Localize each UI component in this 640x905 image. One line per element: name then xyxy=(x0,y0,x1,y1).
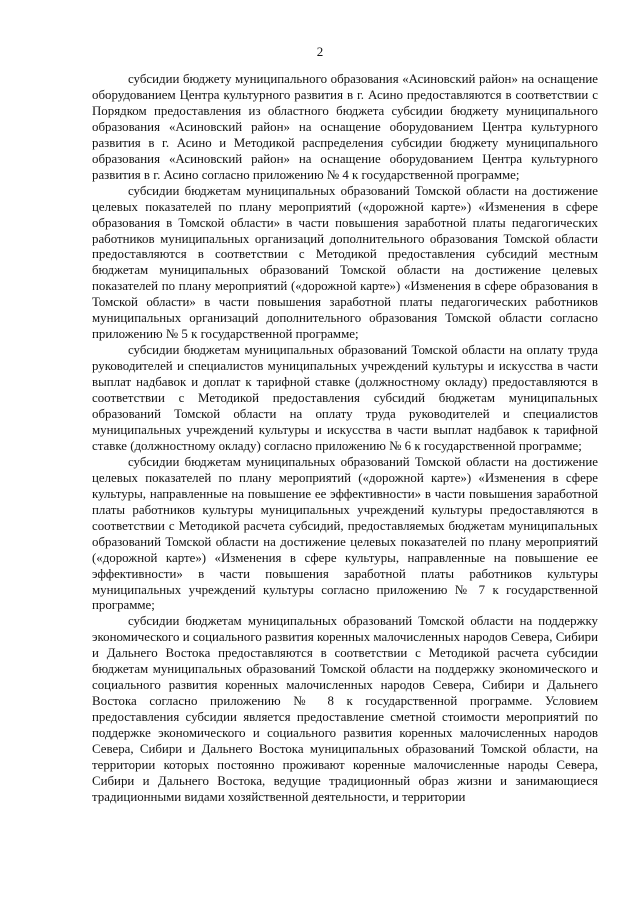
paragraph-culture-labor-subsidy: субсидии бюджетам муниципальных образований Томской области на оплату труда руководителей и специалистов муниципальных учреждений культуры и искусства в части выплат надбавок и доплат к тарифной ставке (должностному окладу) предоставляются в соответствии с Методикой предоставления субсидий бюджетам муниципальных образований Томской области на оплату труда руководителей и специалистов муниципальных учреждений культуры и искусства в части выплат надбавок к тарифной ставке (должностному окладу) согласно приложению № 6 к государственной программе; xyxy=(92,343,598,453)
paragraph-culture-salary-subsidy: субсидии бюджетам муниципальных образований Томской области на достижение целевых показателей по плану мероприятий («дорожной карте») «Изменения в сфере культуры, направленные на повышение ее эффективности» в части повышения заработной платы работников культуры муниципальных учреждений культуры предоставляются в соответствии с Методикой расчета субсидий, предоставляемых бюджетам муниципальных образований Томской области на достижение целевых показателей по плану мероприятий («дорожной карте») «Изменения в сфере культуры, направленные на повышение ее эффективности» в части повышения заработной платы работников культуры муниципальных учреждений культуры согласно приложению № 7 к государственной программе; xyxy=(92,454,598,613)
paragraph-asino-subsidy: субсидии бюджету муниципального образования «Асиновский район» на оснащение оборудованием Центра культурного развития в г. Асино предоставляются в соответствии с Порядком предоставления из областного бюджета субсидии бюджету муниципального образования «Асиновский район» на оснащение оборудованием Центра культурного развития в г. Асино и Методикой распределения субсидии бюджету муниципального образования «Асиновский район» на оснащение оборудованием Центра культурного развития в г. Асино согласно приложению № 4 к государственной программе; xyxy=(92,72,598,182)
paragraph-education-salary-subsidy: субсидии бюджетам муниципальных образований Томской области на достижение целевых показателей по плану мероприятий («дорожной карте») «Изменения в сфере образования в Томской области» в части повышения заработной платы педагогических работников муниципальных организаций дополнительного образования Томской области предоставляются в соответствии с Методикой предоставления субсидий местным бюджетам муниципальных образований Томской области на достижение целевых показателей по плану мероприятий («дорожной карте») «Изменения в сфере образования в Томской области» в части повышения заработной платы педагогических работников муниципальных организаций дополнительного образования Томской области согласно приложению № 5 к государственной программе; xyxy=(92,183,598,342)
paragraph-indigenous-peoples-subsidy: субсидии бюджетам муниципальных образований Томской области на поддержку экономического и социального развития коренных малочисленных народов Севера, Сибири и Дальнего Востока предоставляются в соответствии с Методикой расчета субсидии бюджетам муниципальных образований Томской области на поддержку экономического и социального развития коренных малочисленных народов Севера, Сибири и Дальнего Востока согласно приложению № 8 к государственной программе. Условием предоставления субсидии является предоставление сметной стоимости мероприятий по поддержке экономического и социального развития коренных малочисленных народов Севера, Сибири и Дальнего Востока муниципальных образований Томской области, на территории которых постоянно проживают коренные малочисленные народы Севера, Сибири и Дальнего Востока, ведущие традиционный образ жизни и занимающиеся традиционными видами хозяйственной деятельности, и территории xyxy=(92,614,598,804)
page-number: 2 xyxy=(316,44,324,59)
document-body xyxy=(92,72,598,806)
